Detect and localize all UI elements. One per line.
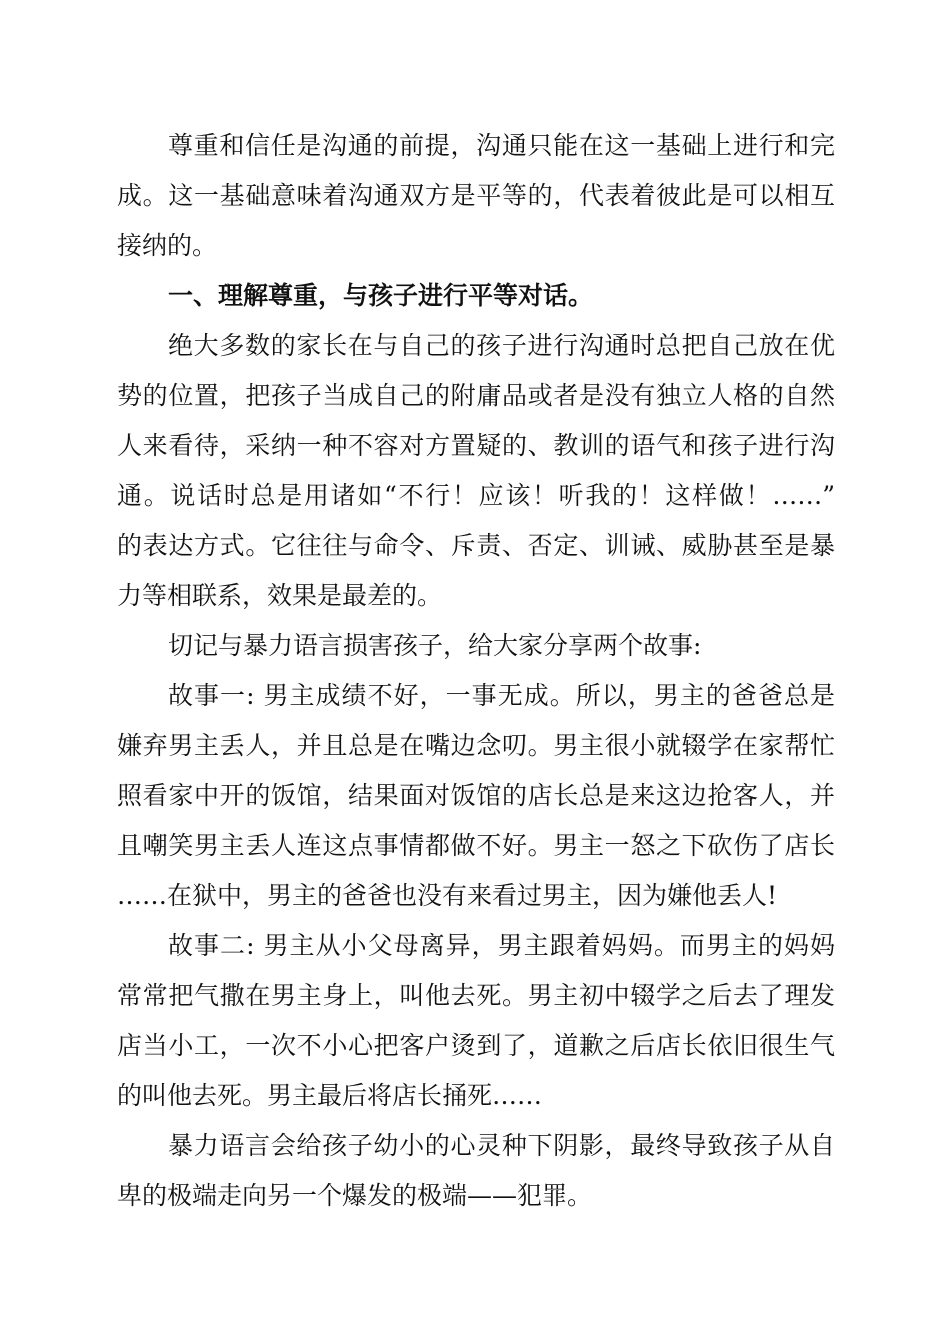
story-2-line-4: 的叫他去死。男主最后将店长捅死…… (117, 1081, 543, 1110)
paragraph-2-line-1: 绝大多数的家长在与自己的孩子进行沟通时总把自己放在优 (168, 331, 835, 360)
paragraph-1-line-1: 尊重和信任是沟通的前提，沟通只能在这一基础上进行和完 (168, 131, 835, 160)
story-1-line-1: 故事一: 男主成绩不好，一事无成。所以，男主的爸爸总是 (168, 681, 835, 710)
paragraph-2-line-6: 力等相联系，效果是最差的。 (117, 581, 443, 610)
paragraph-2-line-4: 通。说话时总是用诸如“不行！应该！听我的！这样做！……” (117, 481, 835, 510)
paragraph-2-line-5: 的表达方式。它往往与命令、斥责、否定、训诫、威胁甚至是暴 (117, 531, 835, 560)
story-2-line-1: 故事二: 男主从小父母离异，男主跟着妈妈。而男主的妈妈 (168, 931, 835, 960)
conclusion-line-2: 卑的极端走向另一个爆发的极端——犯罪。 (117, 1181, 593, 1210)
paragraph-2-line-2: 势的位置，把孩子当成自己的附庸品或者是没有独立人格的自然 (117, 381, 835, 410)
story-1-line-3: 照看家中开的饭馆，结果面对饭馆的店长总是来这边抢客人，并 (117, 781, 835, 810)
paragraph-3-line-1: 切记与暴力语言损害孩子，给大家分享两个故事: (168, 631, 702, 660)
story-1-line-4: 且嘲笑男主丢人连这点事情都做不好。男主一怒之下砍伤了店长 (117, 831, 835, 860)
story-2-line-2: 常常把气撒在男主身上，叫他去死。男主初中辍学之后去了理发 (117, 981, 835, 1010)
paragraph-2-line-3: 人来看待，采纳一种不容对方置疑的、教训的语气和孩子进行沟 (117, 431, 835, 460)
section-heading: 一、理解尊重，与孩子进行平等对话。 (168, 281, 594, 310)
story-1-line-2: 嫌弃男主丢人，并且总是在嘴边念叨。男主很小就辍学在家帮忙 (117, 731, 835, 760)
conclusion-line-1: 暴力语言会给孩子幼小的心灵种下阴影，最终导致孩子从自 (168, 1131, 835, 1160)
story-1-line-5: ……在狱中，男主的爸爸也没有来看过男主，因为嫌他丢人! (117, 881, 778, 910)
paragraph-1-line-3: 接纳的。 (117, 231, 218, 260)
story-2-line-3: 店当小工，一次不小心把客户烫到了，道歉之后店长依旧很生气 (117, 1031, 835, 1060)
paragraph-1-line-2: 成。这一基础意味着沟通双方是平等的，代表着彼此是可以相互 (117, 181, 835, 210)
